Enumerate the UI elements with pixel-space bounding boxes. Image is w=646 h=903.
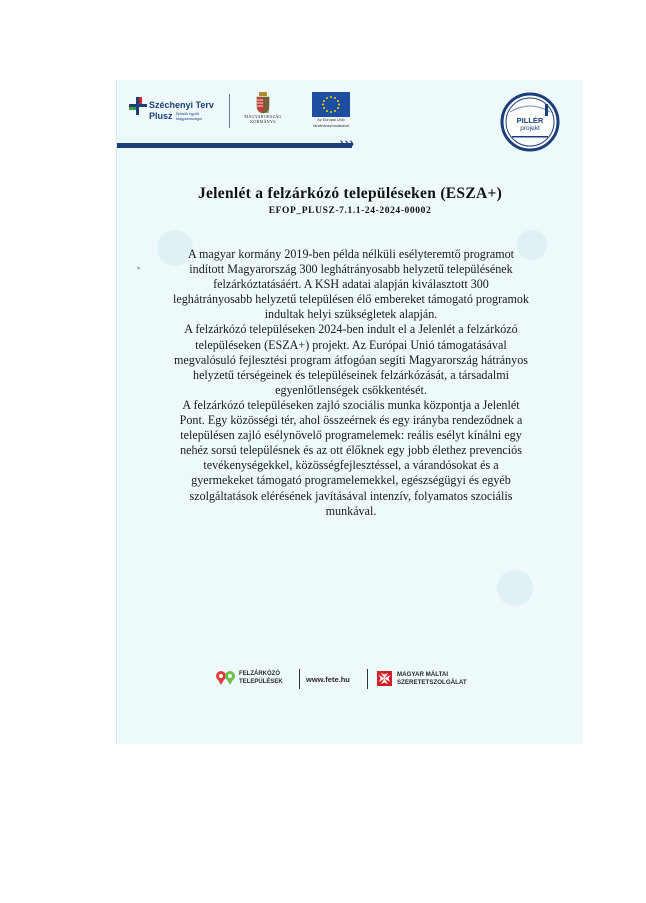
footer-divider [299, 669, 300, 689]
document-body [173, 247, 529, 519]
szechenyi-cross-icon [127, 95, 149, 117]
paragraph: A magyar kormány 2019-ben példa nélküli esélyteremtő programot indított Magyarország 300 leghátrányosabb helyzetű településének felzárkóztatásáért. A KSH adatai alapján kiválasztott 300 leghátrányosabb helyzetű településen élő embereket támogató programok indultak helyi szükségletek alapján. [173, 247, 529, 322]
piller-title: PILLÉR [516, 116, 544, 125]
maltese-cross-icon [377, 671, 392, 686]
header-divider [229, 94, 230, 128]
government-line2: KORMÁNYA [250, 119, 276, 124]
piller-subtitle: projekt [520, 125, 540, 132]
maltai-line1: MAGYAR MÁLTAI [397, 671, 449, 678]
chevron-arrows-icon: ❯❯❯ [339, 140, 354, 148]
eu-logo [305, 92, 357, 136]
paragraph: A felzárkózó településeken 2024-ben indult el a Jelenlét a felzárkózó településeken (ESZA+) projekt. Az Európai Unió támogatásával megvalósuló fejlesztési program átfogóan segíti Magyarország hátrányos helyzetű térségeinek és településeinek felzárkózását, a társadalmi egyenlőtlenségek csökkentését. [174, 322, 528, 397]
piller-projekt-logo [500, 92, 560, 152]
watermark-circle [497, 570, 533, 606]
eu-line1: Az Európai Unió [317, 118, 345, 122]
eu-flag-icon [312, 92, 350, 117]
szechenyi-subtitle: Építsük együtt Magyarországot [176, 112, 202, 121]
footer-divider [367, 669, 368, 689]
maltai-logo-text [397, 671, 467, 686]
eu-line2: társfinanszírozásával [313, 123, 349, 128]
fete-line1: FELZÁRKÓZÓ [239, 671, 280, 677]
fete-url: www.fete.hu [306, 675, 350, 684]
flyer-sheet [116, 80, 583, 744]
government-logo [235, 92, 291, 136]
szechenyi-logo [127, 90, 222, 130]
szechenyi-title: Széchenyi Terv [149, 100, 214, 110]
paragraph: A felzárkózó településeken zajló szociális munka központja a Jelenlét Pont. Egy közösségi tér, ahol összeérnek és egy irányba rendeződnek a településen zajló esélynövelő programelemek: reális esélyt kínálni egy nehéz sorsú településnek és az ott élőknek egy jobb élethez prevenciós tevékenységekkel, közösségfejlesztéssel, a várandósokat és a gyermekeket támogató programelemekkel, egészségügyi és egyéb szolgáltatások elérésének javításával intenzív, folyamatos szociális munkával. [179, 397, 523, 518]
szechenyi-plus: Plusz [149, 111, 173, 121]
flyer-header [117, 80, 583, 150]
header-band [117, 143, 352, 148]
government-line1: MAGYARORSZÁG [244, 114, 282, 119]
flyer-footer [117, 668, 583, 698]
fete-line2: TELEPÜLÉSEK [239, 678, 283, 685]
maltai-line2: SZERETETSZOLGÁLAT [397, 678, 467, 686]
project-code: EFOP_PLUSZ-7.1.1-24-2024-00002 [268, 206, 432, 216]
coat-of-arms-icon [256, 92, 270, 114]
fete-pins-icon [215, 670, 237, 688]
fete-logo-text [239, 671, 283, 686]
document-title: Jelenlét a felzárkózó településeken (ESZA+) [197, 185, 503, 202]
